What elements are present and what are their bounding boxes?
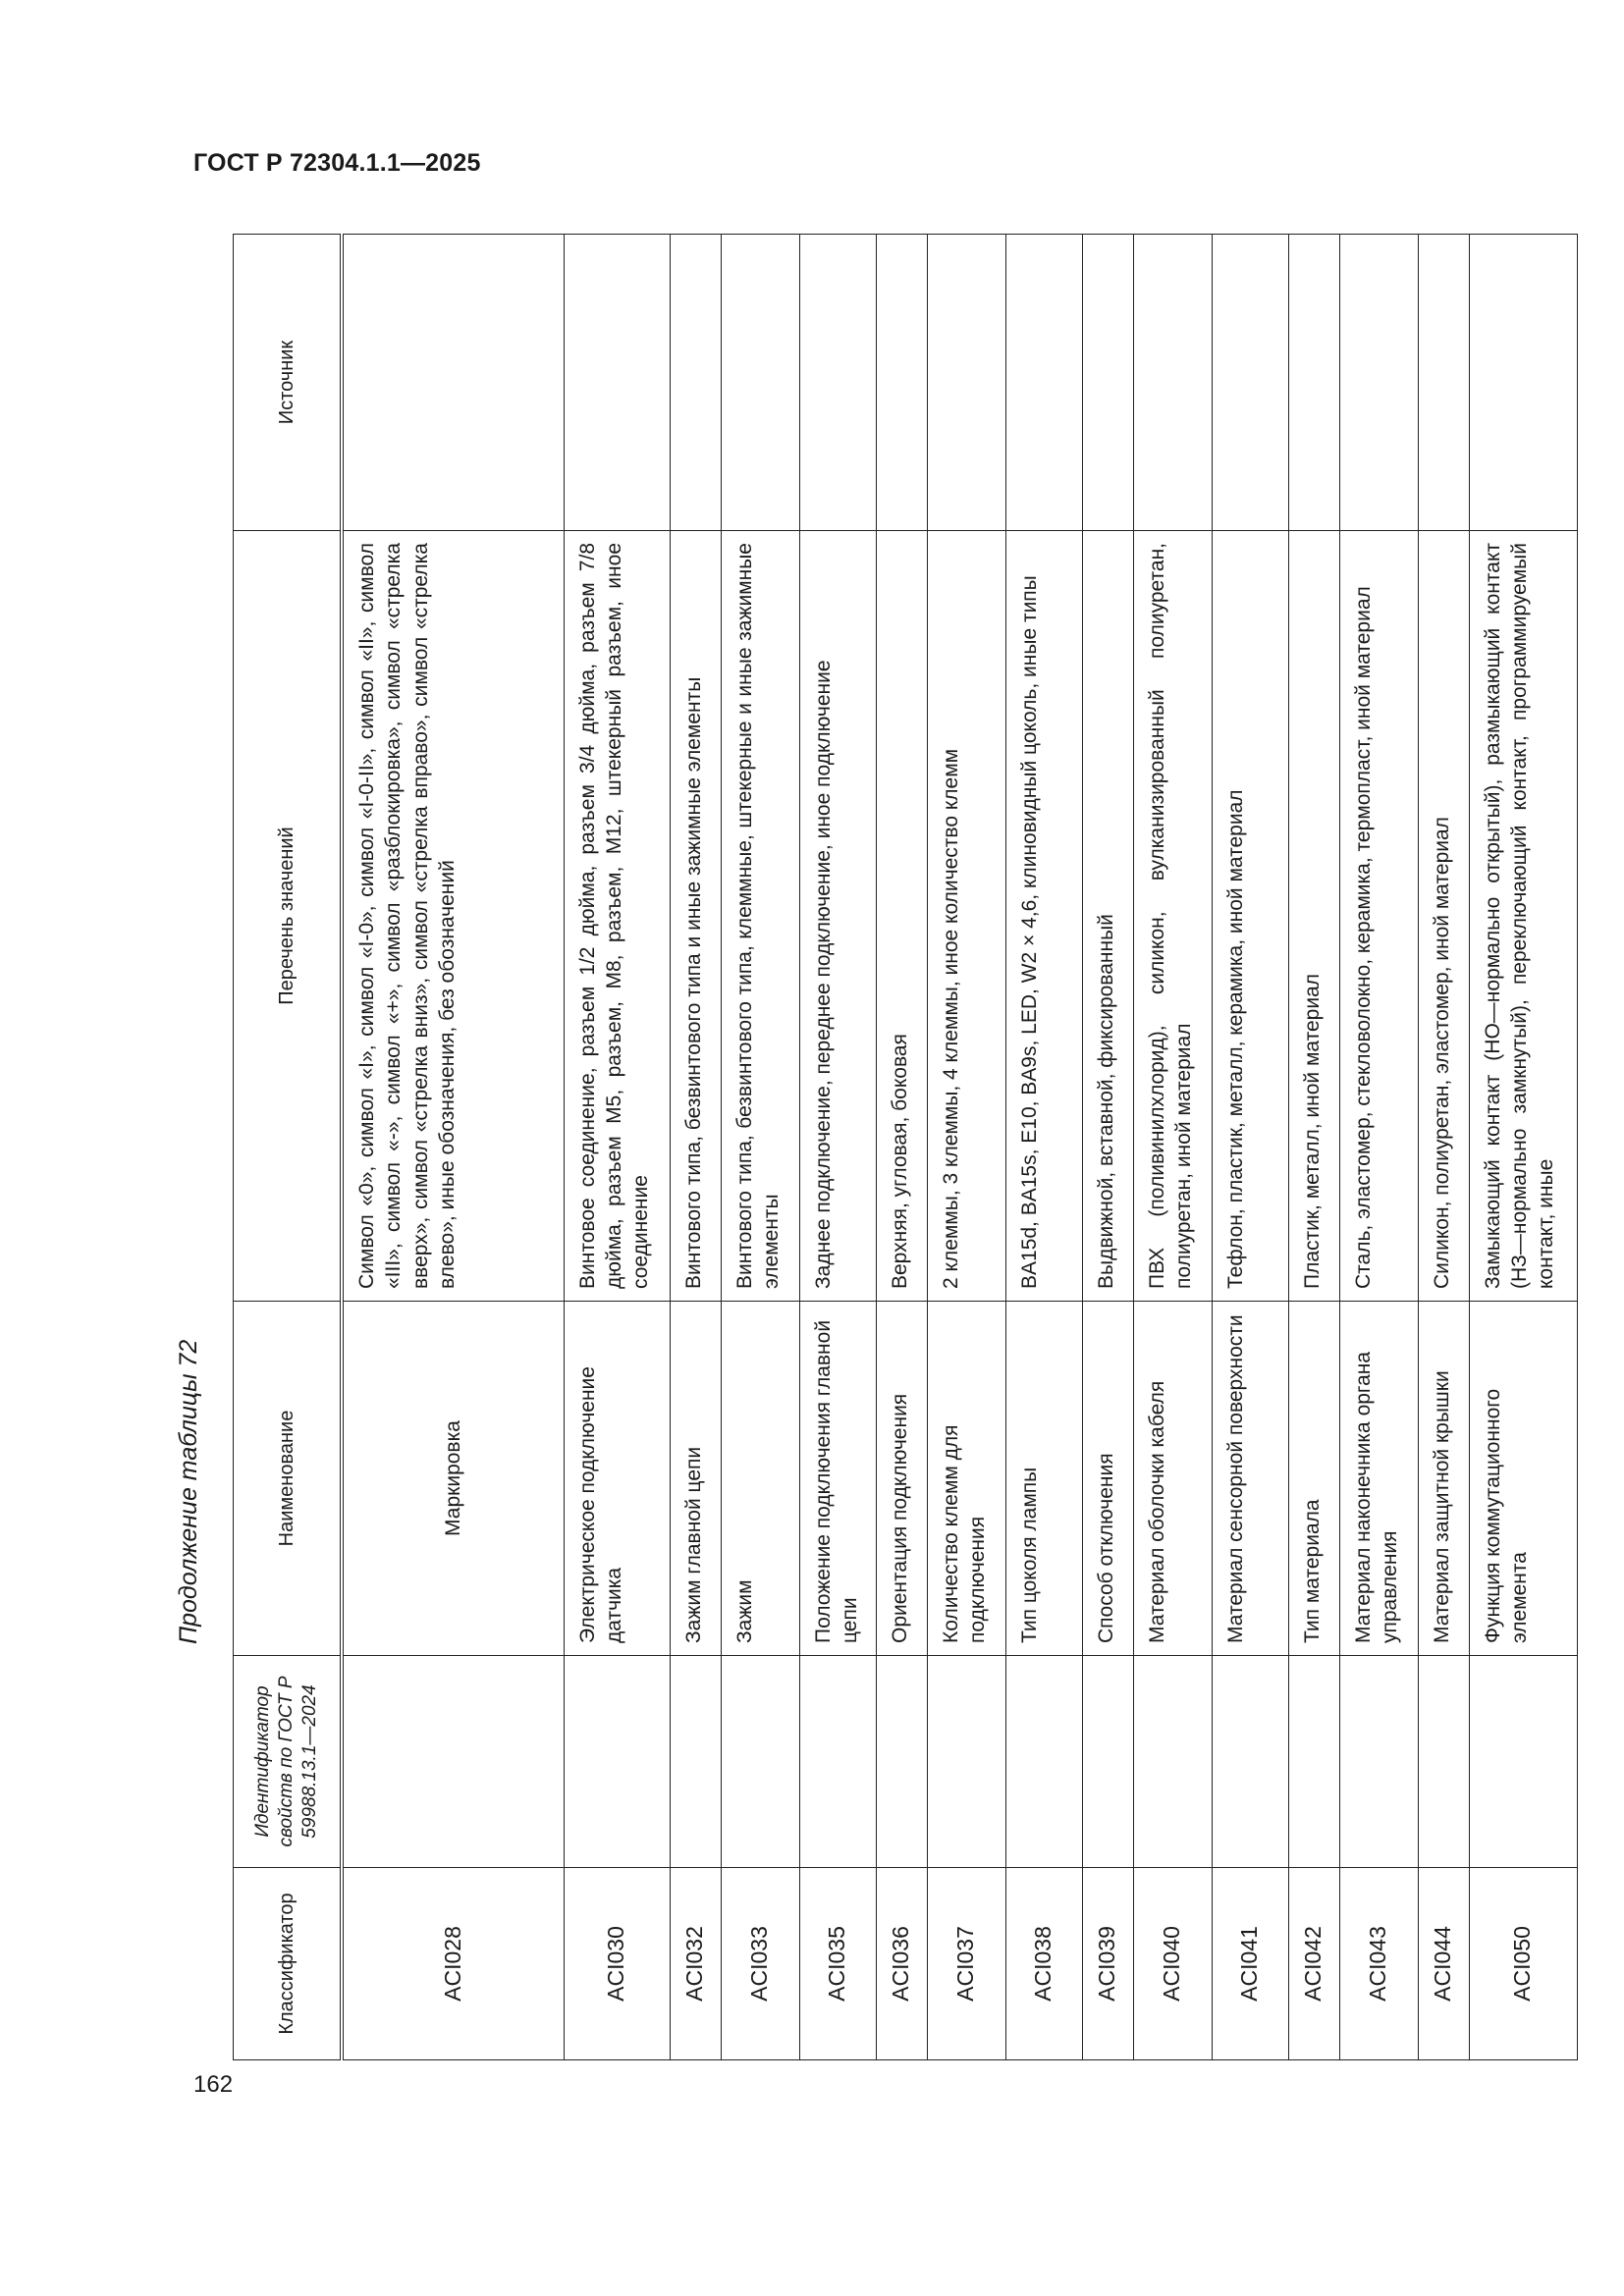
table-row (1339, 235, 1418, 2060)
cell-identifier (721, 1656, 799, 1868)
table-row (1212, 235, 1288, 2060)
cell-code: ACI035 (799, 1868, 876, 2060)
cell-source (927, 235, 1005, 531)
cell-code: ACI042 (1288, 1868, 1339, 2060)
cell-name: Зажим (721, 1302, 799, 1656)
cell-identifier (1418, 1656, 1469, 1868)
cell-code: ACI050 (1469, 1868, 1577, 2060)
table-row (927, 235, 1005, 2060)
cell-source (564, 235, 670, 531)
cell-identifier (342, 1656, 564, 1868)
header-name: Наименование (234, 1302, 343, 1656)
cell-identifier (670, 1656, 721, 1868)
cell-code: ACI036 (876, 1868, 927, 2060)
cell-values: ПВХ (поливинилхлорид), силикон, вулканизированный полиуретан, полиуретан, иной материал (1133, 531, 1212, 1302)
cell-source (342, 235, 564, 531)
cell-code: ACI037 (927, 1868, 1005, 2060)
cell-name: Количество клемм для подключения (927, 1302, 1005, 1656)
cell-identifier (1288, 1656, 1339, 1868)
cell-source (1469, 235, 1577, 531)
cell-values: BA15d, BA15s, E10, BA9s, LED, W2 × 4,6, клиновидный цоколь, иные типы (1005, 531, 1082, 1302)
cell-name: Электрическое подключение датчика (564, 1302, 670, 1656)
cell-source (1288, 235, 1339, 531)
cell-name: Положение подключения главной цепи (799, 1302, 876, 1656)
cell-identifier (927, 1656, 1005, 1868)
cell-identifier (1133, 1656, 1212, 1868)
cell-source (1212, 235, 1288, 531)
table-row (1418, 235, 1469, 2060)
cell-code: ACI033 (721, 1868, 799, 2060)
properties-table (233, 234, 1578, 2060)
cell-source (1005, 235, 1082, 531)
table-header-row (234, 235, 343, 2060)
document-header: ГОСТ Р 72304.1.1—2025 (193, 149, 481, 177)
cell-source (1133, 235, 1212, 531)
cell-code: ACI040 (1133, 1868, 1212, 2060)
cell-source (1339, 235, 1418, 531)
cell-name: Зажим главной цепи (670, 1302, 721, 1656)
cell-code: ACI041 (1212, 1868, 1288, 2060)
cell-values: Пластик, металл, иной материал (1288, 531, 1339, 1302)
cell-values: Винтовое соединение, разъем 1/2 дюйма, разъем 3/4 дюйма, разъем 7/8 дюйма, разъем M5, разъем, M8, разъем, M12, штекерный разъем, иное соединение (564, 531, 670, 1302)
cell-source (876, 235, 927, 531)
cell-identifier (1082, 1656, 1133, 1868)
cell-identifier (564, 1656, 670, 1868)
cell-values: Замыкающий контакт (НО—нормально открытый), размыкающий контакт (НЗ—нормально замкнутый), переключающий контакт, программируемый контакт, иные (1469, 531, 1577, 1302)
cell-code: ACI028 (342, 1868, 564, 2060)
cell-name: Материал наконечника органа управления (1339, 1302, 1418, 1656)
page-number: 162 (193, 2071, 234, 2098)
cell-name: Материал защитной крышки (1418, 1302, 1469, 1656)
cell-code: ACI030 (564, 1868, 670, 2060)
cell-values: 2 клеммы, 3 клеммы, 4 клеммы, иное количество клемм (927, 531, 1005, 1302)
cell-identifier (1469, 1656, 1577, 1868)
cell-values: Силикон, полиуретан, эластомер, иной материал (1418, 531, 1469, 1302)
cell-name: Маркировка (342, 1302, 564, 1656)
cell-identifier (1212, 1656, 1288, 1868)
cell-code: ACI043 (1339, 1868, 1418, 2060)
cell-values: Винтового типа, безвинтового типа, клеммные, штекерные и иные зажимные элементы (721, 531, 799, 1302)
cell-source (1418, 235, 1469, 531)
header-classifier: Классификатор (234, 1868, 343, 2060)
cell-values: Заднее подключение, переднее подключение, иное подключение (799, 531, 876, 1302)
cell-values: Символ «0», символ «I», символ «I-0», символ «I-0-II», символ «II», символ «III», символ «-», символ «+», символ «разблокировка», символ «стрелка вверх», символ «стрелка вниз», символ «стрелка вправо», символ «стрелка влево», иные обозначения, без обозначений (342, 531, 564, 1302)
cell-values: Винтового типа, безвинтового типа и иные зажимные элементы (670, 531, 721, 1302)
table-row (876, 235, 927, 2060)
table-row (799, 235, 876, 2060)
cell-source (1082, 235, 1133, 531)
table-row (1133, 235, 1212, 2060)
cell-name: Материал оболочки кабеля (1133, 1302, 1212, 1656)
cell-name: Способ отключения (1082, 1302, 1133, 1656)
cell-values: Верхняя, угловая, боковая (876, 531, 927, 1302)
cell-source (721, 235, 799, 531)
rotated-table-container (233, 235, 1558, 2060)
table-row (721, 235, 799, 2060)
cell-name: Тип цоколя лампы (1005, 1302, 1082, 1656)
cell-name: Ориентация подключения (876, 1302, 927, 1656)
header-source: Источник (234, 235, 343, 531)
cell-code: ACI038 (1005, 1868, 1082, 2060)
cell-values: Сталь, эластомер, стекловолокно, керамика, термопласт, иной материал (1339, 531, 1418, 1302)
cell-source (670, 235, 721, 531)
table-caption: Продолжение таблицы 72 (175, 1339, 202, 1644)
cell-identifier (876, 1656, 927, 1868)
header-values: Перечень значений (234, 531, 343, 1302)
cell-name: Тип материала (1288, 1302, 1339, 1656)
cell-code: ACI044 (1418, 1868, 1469, 2060)
table-row (1005, 235, 1082, 2060)
cell-values: Тефлон, пластик, металл, керамика, иной материал (1212, 531, 1288, 1302)
cell-name: Материал сенсорной поверхности (1212, 1302, 1288, 1656)
table-row (1082, 235, 1133, 2060)
cell-identifier (799, 1656, 876, 1868)
table-row (342, 235, 564, 2060)
table-row (564, 235, 670, 2060)
cell-identifier (1005, 1656, 1082, 1868)
header-identifier: Идентификатор свойств по ГОСТ Р 59988.13.1—2024 (234, 1656, 343, 1868)
table-row (1469, 235, 1577, 2060)
cell-identifier (1339, 1656, 1418, 1868)
table-row (1288, 235, 1339, 2060)
cell-name: Функция коммутационного элемента (1469, 1302, 1577, 1656)
cell-code: ACI039 (1082, 1868, 1133, 2060)
table-row (670, 235, 721, 2060)
cell-code: ACI032 (670, 1868, 721, 2060)
cell-source (799, 235, 876, 531)
cell-values: Выдвижной, вставной, фиксированный (1082, 531, 1133, 1302)
